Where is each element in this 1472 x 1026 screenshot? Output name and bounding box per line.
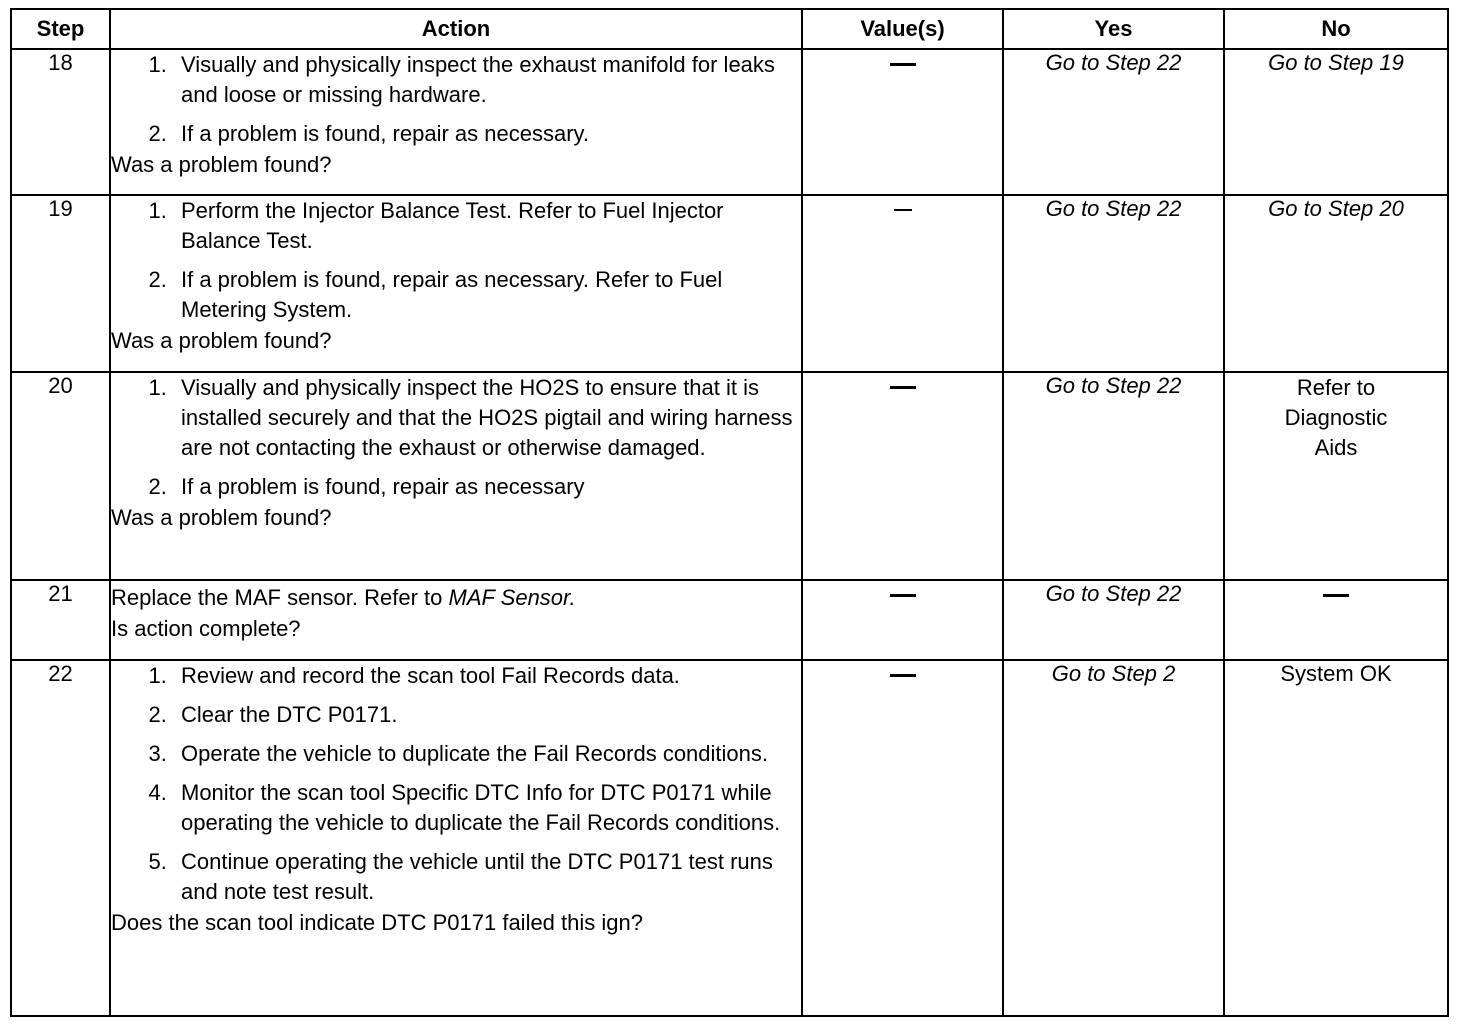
action-step-item: 3. Operate the vehicle to duplicate the Fail Records conditions.	[173, 739, 801, 769]
header-row	[11, 9, 1448, 49]
action-question: Was a problem found?	[111, 328, 332, 353]
action-step-item: 2. If a problem is found, repair as necessary	[173, 472, 801, 502]
action-question: Was a problem found?	[111, 152, 332, 177]
header-values: Value(s)	[802, 9, 1003, 49]
step-number: 22	[11, 660, 110, 1016]
table-row	[11, 580, 1448, 660]
action-cell	[110, 49, 802, 195]
action-step-item: 1. Perform the Injector Balance Test. Refer to Fuel Injector Balance Test.	[173, 196, 801, 256]
action-question: Was a problem found?	[111, 505, 332, 530]
value-cell	[802, 372, 1003, 580]
no-result	[1224, 580, 1448, 660]
action-cell	[110, 580, 802, 660]
value-dash	[890, 594, 916, 597]
yes-result: Go to Step 2	[1003, 660, 1224, 1016]
action-question: Does the scan tool indicate DTC P0171 failed this ign?	[111, 910, 643, 935]
value-cell	[802, 580, 1003, 660]
yes-result: Go to Step 22	[1003, 49, 1224, 195]
no-result	[1224, 372, 1448, 580]
action-steps	[111, 50, 801, 149]
table-row	[11, 49, 1448, 195]
value-cell	[802, 660, 1003, 1016]
action-reference: MAF Sensor.	[448, 585, 576, 610]
step-number: 19	[11, 195, 110, 372]
action-step-item: 2. If a problem is found, repair as necessary. Refer to Fuel Metering System.	[173, 265, 801, 325]
table-row	[11, 372, 1448, 580]
step-number: 18	[11, 49, 110, 195]
table-row	[11, 660, 1448, 1016]
value-dash	[890, 63, 916, 66]
no-result-text: Refer to Diagnostic Aids	[1284, 375, 1388, 460]
header-action: Action	[110, 9, 802, 49]
action-step-item: 1. Visually and physically inspect the exhaust manifold for leaks and loose or missing hardware.	[173, 50, 801, 110]
action-cell	[110, 195, 802, 372]
header-no: No	[1224, 9, 1448, 49]
value-cell	[802, 195, 1003, 372]
action-cell	[110, 660, 802, 1016]
header-step: Step	[11, 9, 110, 49]
value-dash	[890, 386, 916, 389]
yes-result: Go to Step 22	[1003, 372, 1224, 580]
action-step-item: 1. Visually and physically inspect the HO2S to ensure that it is installed securely and that the HO2S pigtail and wiring harness are not contacting the exhaust or otherwise damaged.	[173, 373, 801, 463]
action-step-item: 2. If a problem is found, repair as necessary.	[173, 119, 801, 149]
action-text-line	[111, 581, 801, 615]
table-row	[11, 195, 1448, 372]
value-cell	[802, 49, 1003, 195]
action-steps	[111, 373, 801, 502]
yes-result: Go to Step 22	[1003, 580, 1224, 660]
action-step-item: 5. Continue operating the vehicle until the DTC P0171 test runs and note test result.	[173, 847, 801, 907]
yes-result: Go to Step 22	[1003, 195, 1224, 372]
no-result: Go to Step 19	[1224, 49, 1448, 195]
action-text: Replace the MAF sensor. Refer to	[111, 585, 443, 610]
no-result: Go to Step 20	[1224, 195, 1448, 372]
value-dash	[890, 674, 916, 677]
diagnostic-table	[10, 8, 1449, 1017]
action-step-item: 1. Review and record the scan tool Fail Records data.	[173, 661, 801, 691]
action-steps	[111, 196, 801, 325]
no-result: System OK	[1224, 660, 1448, 1016]
action-question: Is action complete?	[111, 616, 301, 641]
action-step-item: 2. Clear the DTC P0171.	[173, 700, 801, 730]
action-steps	[111, 661, 801, 907]
step-number: 20	[11, 372, 110, 580]
value-dash	[894, 209, 912, 211]
header-yes: Yes	[1003, 9, 1224, 49]
step-number: 21	[11, 580, 110, 660]
no-result-dash	[1323, 594, 1349, 597]
action-step-item: 4. Monitor the scan tool Specific DTC Info for DTC P0171 while operating the vehicle to duplicate the Fail Records conditions.	[173, 778, 801, 838]
action-cell	[110, 372, 802, 580]
